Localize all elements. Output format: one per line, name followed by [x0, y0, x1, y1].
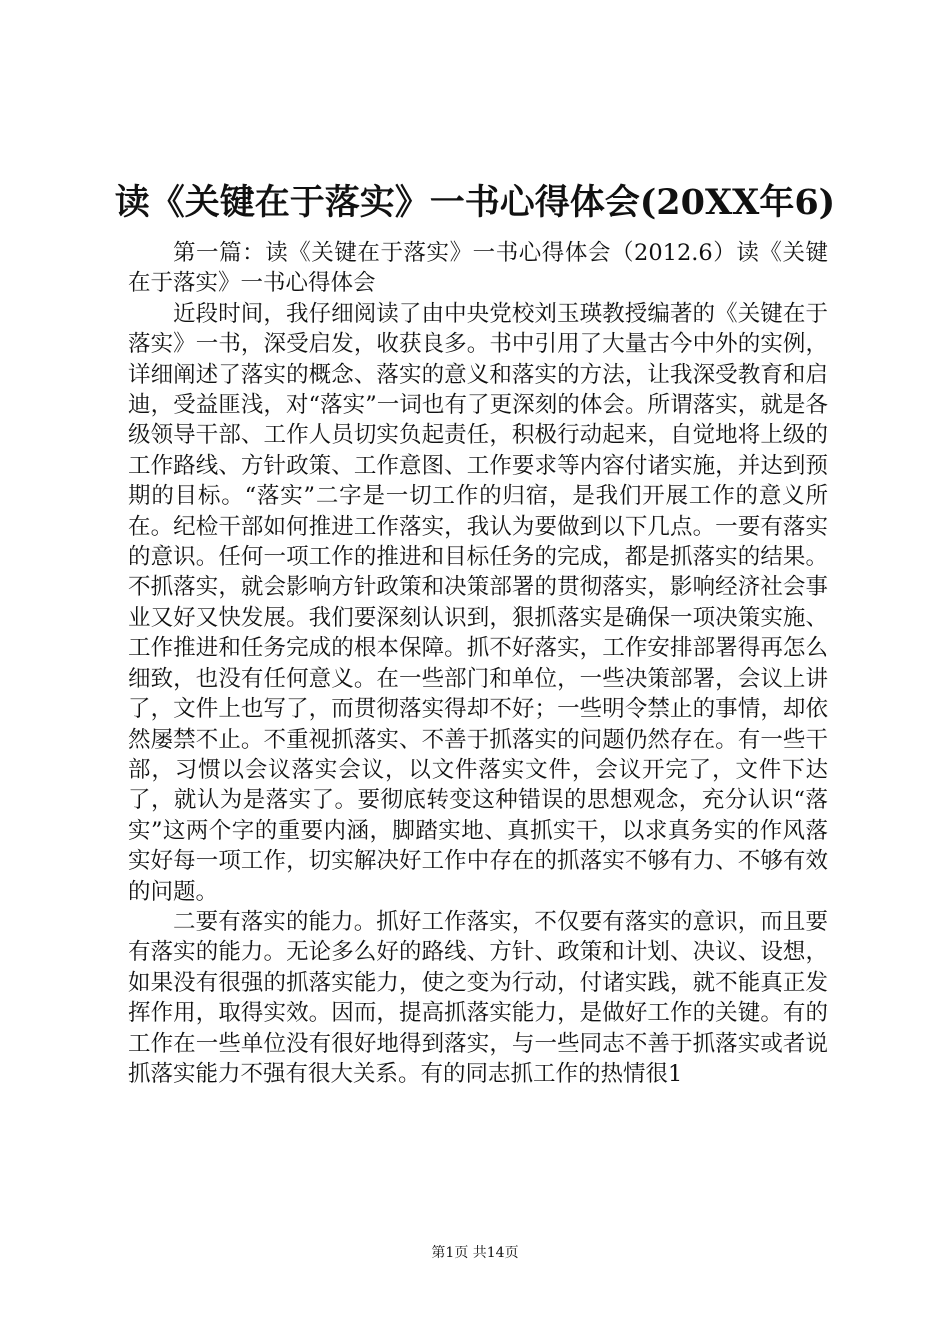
document-title: 读《关键在于落实》一书心得体会(20XX年6)	[114, 182, 836, 223]
paragraph-1: 近段时间，我仔细阅读了由中央党校刘玉瑛教授编著的《关键在于落实》一书，深受启发，收获良多。书中引用了大量古今中外的实例，详细阐述了落实的概念、落实的意义和落实的方法，让我深受教育和启迪，受益匪浅，对“落实”一词也有了更深刻的体会。所谓落实，就是各级领导干部、工作人员切实负起责任，积极行动起来，自觉地将上级的工作路线、方针政策、工作意图、工作要求等内容付诸实施，并达到预期的目标。“落实”二字是一切工作的归宿，是我们开展工作的意义所在。纪检干部如何推进工作落实，我认为要做到以下几点。一要有落实的意识。任何一项工作的推进和目标任务的完成，都是抓落实的结果。不抓落实，就会影响方针政策和决策部署的贯彻落实，影响经济社会事业又好又快发展。我们要深刻认识到，狠抓落实是确保一项决策实施、工作推进和任务完成的根本保障。抓不好落实，工作安排部署得再怎么细致，也没有任何意义。在一些部门和单位，一些决策部署，会议上讲了，文件上也写了，而贯彻落实得却不好；一些明令禁止的事情，却依然屡禁不止。不重视抓落实、不善于抓落实的问题仍然存在。有一些干部，习惯以会议落实会议，以文件落实文件，会议开完了，文件下达了，就认为是落实了。要彻底转变这种错误的思想观念，充分认识“落实”这两个字的重要内涵，脚踏实地、真抓实干，以求真务实的作风落实好每一项工作，切实解决好工作中存在的抓落实不够有力、不够有效的问题。	[128, 300, 828, 905]
document-body	[128, 238, 828, 1089]
page-footer: 第1页 共14页	[431, 1245, 519, 1261]
paragraph-intro: 第一篇：读《关键在于落实》一书心得体会（2012.6）读《关键在于落实》一书心得体会	[128, 240, 828, 297]
paragraph-2: 二要有落实的能力。抓好工作落实，不仅要有落实的意识，而且要有落实的能力。无论多么好的路线、方针、政策和计划、决议、设想，如果没有很强的抓落实能力，使之变为行动，付诸实践，就不能真正发挥作用，取得实效。因而，提高抓落实能力，是做好工作的关键。有的工作在一些单位没有很好地得到落实，与一些同志不善于抓落实或者说抓落实能力不强有很大关系。有的同志抓工作的热情很1	[128, 908, 828, 1087]
